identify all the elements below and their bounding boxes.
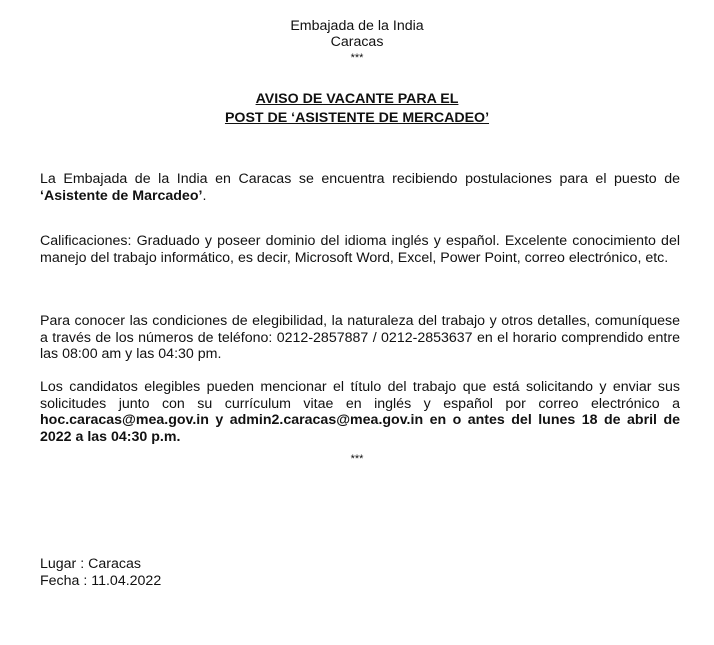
embassy-city: Caracas <box>330 34 384 50</box>
application-paragraph <box>40 379 680 445</box>
date-line: Fecha : 11.04.2022 <box>40 573 162 589</box>
application-deadline: hoc.caracas@mea.gov.in y admin2.caracas@mea.gov.in en o antes del lunes 18 de abril de 2022 a las 04:30 p.m. <box>40 412 680 445</box>
intro-text: La Embajada de la India en Caracas se encuentra recibiendo postulaciones para el puesto de <box>40 171 680 187</box>
notice-title <box>0 90 714 128</box>
notice-title-line2: POST DE ‘ASISTENTE DE MERCADEO’ <box>224 110 490 126</box>
intro-paragraph <box>40 171 680 204</box>
closing-separator: *** <box>350 453 364 465</box>
application-text: Los candidatos elegibles pueden mencionar el título del trabajo que está solicitando y enviar sus solicitudes junto con su currículum vitae en inglés y español por correo electrónico a <box>40 379 680 412</box>
place-line: Lugar : Caracas <box>40 556 141 572</box>
qualifications-paragraph: Calificaciones: Graduado y poseer dominio del idioma inglés y español. Excelente conocimiento del manejo del trabajo informático, es decir, Microsoft Word, Excel, Power Point, correo electrónico, etc. <box>40 233 680 266</box>
header-separator: *** <box>350 52 364 64</box>
contact-paragraph: Para conocer las condiciones de elegibilidad, la naturaleza del trabajo y otros detalles, comuníquese a través de los números de teléfono: 0212-2857887 / 0212-2853637 en el horario comprendido entre las 08:00 am y las 04:30 pm. <box>40 313 680 362</box>
footer <box>40 556 161 590</box>
position-name: ‘Asistente de Marcadeo’ <box>40 187 203 204</box>
notice-title-line1: AVISO DE VACANTE PARA EL <box>255 91 459 107</box>
letterhead <box>0 18 714 66</box>
embassy-name: Embajada de la India <box>290 18 424 34</box>
intro-tail: . <box>202 187 207 204</box>
